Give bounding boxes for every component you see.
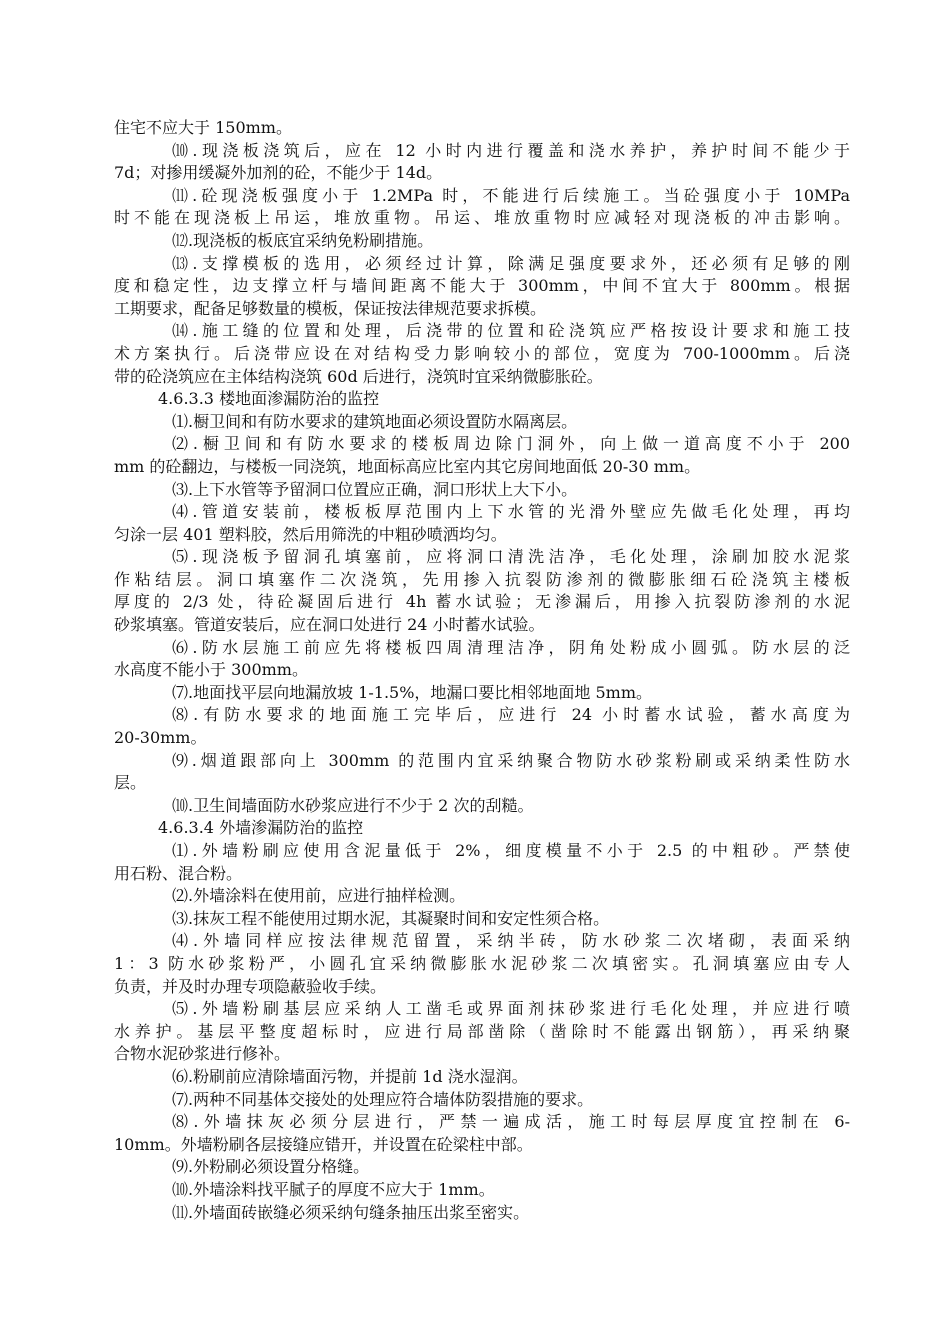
text-line: ⑿.现浇板的板底宜采纳免粉刷措施。 [172,230,434,250]
text-line: 住宅不应大于 150mm。 [114,118,292,137]
text-line: mm 的砼翻边，与楼板一同浇筑，地面标高应比室内其它房间地面低 20-30 mm。 [114,456,701,476]
text-line: 时不能在现浇板上吊运，堆放重物。吊运、堆放重物时应减轻对现浇板的冲击影响。 [114,208,850,228]
text-line: ⑼.烟道跟部向上 300mm 的范围内宜采纳聚合物防水砂浆粉刷或采纳柔性防水 [172,750,850,770]
text-line: ⑶.上下水管等予留洞口位置应正确，洞口形状上大下小。 [172,479,578,499]
document-page [114,117,850,1224]
section-heading: 4.6.3.3 楼地面渗漏防治的监控 [158,389,380,409]
text-line: ⑾.砼现浇板强度小于 1.2MPa 时，不能进行后续施工。当砼强度小于 10MPa [172,185,850,205]
text-line: 合物水泥砂浆进行修补。 [114,1044,291,1064]
text-line: 工期要求，配备足够数量的模板，保证按法律规范要求拆模。 [114,298,547,318]
text-line: ⒁.施工缝的位置和处理，后浇带的位置和砼浇筑应严格按设计要求和施工技 [172,321,850,341]
text-line: ⑷.管道安装前，楼板板厚范围内上下水管的光滑外壁应先做毛化处理，再均 [172,502,850,522]
text-line: ⑴.橱卫间和有防水要求的建筑地面必须设置防水隔离层。 [172,411,578,431]
text-line: ⑴.外墙粉刷应使用含泥量低于 2%，细度模量不小于 2.5 的中粗砂。严禁使 [172,841,850,860]
text-line: 7d；对掺用缓凝外加剂的砼，不能少于 14d。 [114,163,443,183]
text-line: 水养护。基层平整度超标时，应进行局部凿除（凿除时不能露出钢筋），再采纳聚 [114,1021,850,1041]
text-line: ⑸.外墙粉刷基层应采纳人工凿毛或界面剂抹砂浆进行毛化处理，并应进行喷 [172,999,850,1019]
text-line: ⑻.外墙抹灰必须分层进行，严禁一遍成活，施工时每层厚度宜控制在 6- [172,1112,850,1132]
text-line: 砂浆填塞。管道安装后，应在洞口处进行 24 小时蓄水试验。 [114,615,545,635]
text-line: ⑸.现浇板予留洞孔填塞前，应将洞口清洗洁净，毛化处理，涂刷加胶水泥浆 [172,547,850,567]
text-line: ⑻.有防水要求的地面施工完毕后，应进行 24 小时蓄水试验，蓄水高度为 [172,705,850,725]
text-line: 用石粉、混合粉。 [114,863,243,883]
text-line: 作粘结层。洞口填塞作二次浇筑，先用掺入抗裂防渗剂的微膨胀细石砼浇筑主楼板 [114,569,850,589]
text-line: ⒀.支撑模板的选用，必须经过计算，除满足强度要求外，还必须有足够的刚 [172,253,850,273]
text-line: 带的砼浇筑应在主体结构浇筑 60d 后进行，浇筑时宜采纳微膨胀砼。 [114,366,603,386]
text-line: 10mm。外墙粉刷各层接缝应错开，并设置在砼梁柱中部。 [114,1134,533,1154]
text-line: ⑹.粉刷前应清除墙面污物，并提前 1d 浇水湿润。 [172,1066,528,1086]
text-line: ⑾.外墙面砖嵌缝必须采纳句缝条抽压出浆至密实。 [172,1202,530,1222]
text-line: ⑵.外墙涂料在使用前，应进行抽样检测。 [172,886,466,906]
text-line: 层。 [114,773,147,793]
text-line: ⑽.卫生间墙面防水砂浆应进行不少于 2 次的刮糙。 [172,795,534,815]
text-line: ⑵.橱卫间和有防水要求的楼板周边除门洞外，向上做一道高度不小于 200 [172,434,850,454]
text-line: ⑷.外墙同样应按法律规范留置，采纳半砖，防水砂浆二次堵砌，表面采纳 [172,931,850,951]
text-line: 度和稳定性，边支撑立杆与墙间距离不能大于 300mm，中间不宜大于 800mm。根据 [114,276,850,296]
text-line: 术方案执行。后浇带应设在对结构受力影响较小的部位，宽度为 700-1000mm。后浇 [114,343,850,363]
text-line: 水高度不能小于 300mm。 [114,660,308,680]
text-line: ⑽.外墙涂料找平腻子的厚度不应大于 1mm。 [172,1179,495,1199]
section-heading: 4.6.3.4 外墙渗漏防治的监控 [158,818,364,838]
text-line: 厚度的 2/3 处，待砼凝固后进行 4h 蓄水试验；无渗漏后，用掺入抗裂防渗剂的水泥 [114,592,850,612]
text-line: ⑽.现浇板浇筑后，应在 12 小时内进行覆盖和浇水养护，养护时间不能少于 [172,140,850,160]
text-line: 20-30mm。 [114,728,207,748]
text-line: ⑺.两种不同基体交接处的处理应符合墙体防裂措施的要求。 [172,1089,594,1109]
text-line: ⑺.地面找平层向地漏放坡 1-1.5%，地漏口要比相邻地面地 5mm。 [172,682,653,702]
text-line: 负责，并及时办理专项隐蔽验收手续。 [114,976,387,996]
text-line: 匀涂一层 401 塑料胶，然后用筛洗的中粗砂喷洒均匀。 [114,524,507,544]
text-line: ⑶.抹灰工程不能使用过期水泥，其凝聚时间和安定性须合格。 [172,908,610,928]
text-line: ⑼.外粉刷必须设置分格缝。 [172,1157,370,1177]
text-line: 1：3 防水砂浆粉严，小圆孔宜采纳微膨胀水泥砂浆二次填密实。孔洞填塞应由专人 [114,953,850,973]
text-line: ⑹.防水层施工前应先将楼板四周清理洁净，阴角处粉成小圆弧。防水层的泛 [172,637,850,657]
